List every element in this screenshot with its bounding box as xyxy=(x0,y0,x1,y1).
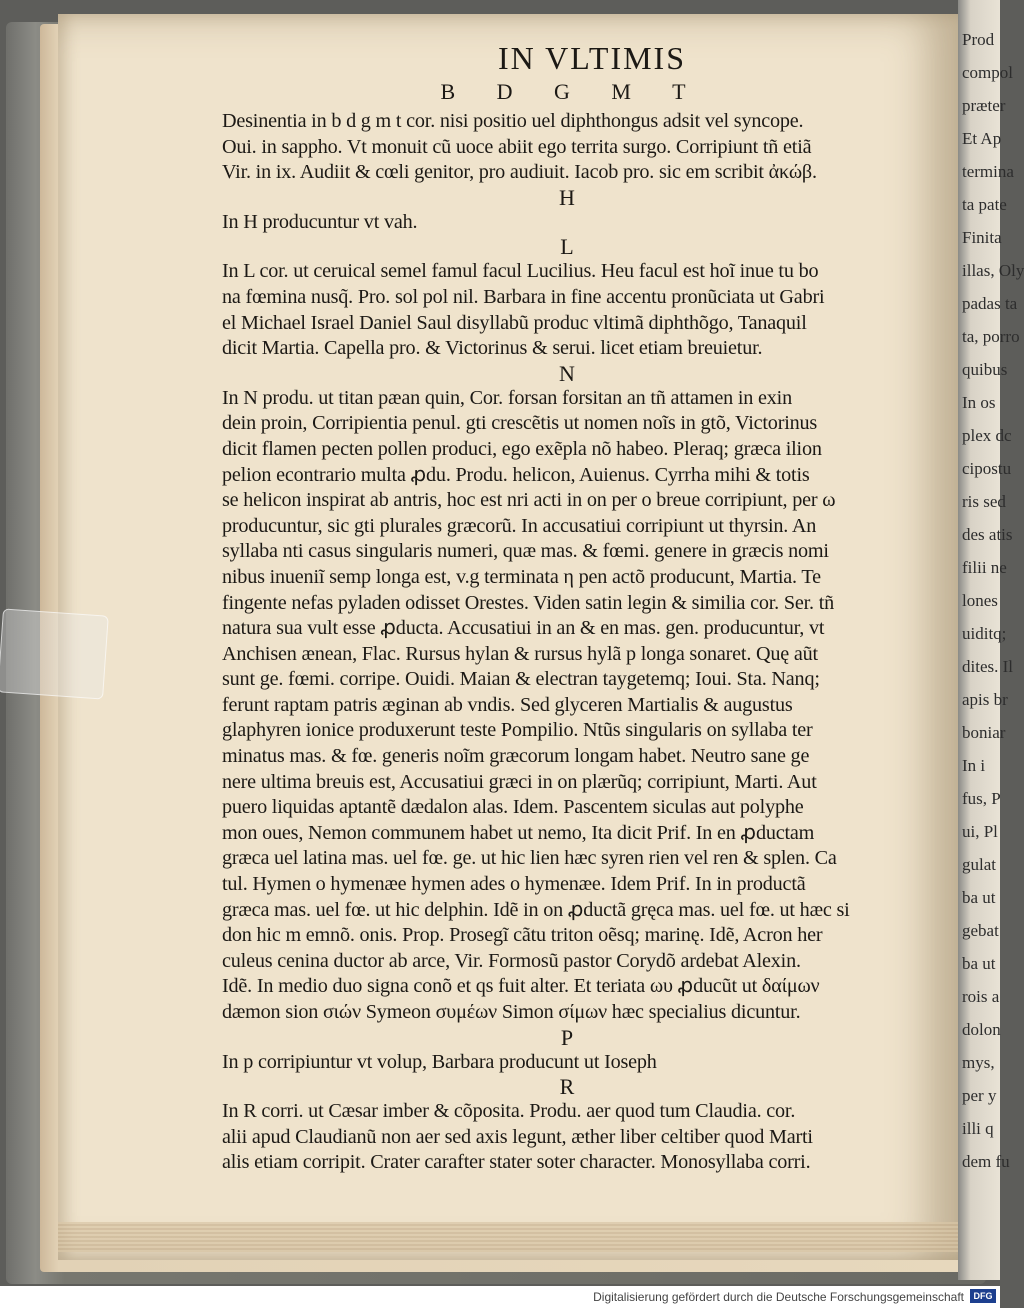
facing-page-text: illas, Oly xyxy=(962,261,1024,280)
text-line: alii apud Claudianũ non aer sed axis legunt, æther liber celtiber quod Marti xyxy=(222,1125,813,1148)
facing-page-text: quibus xyxy=(962,360,1008,379)
facing-page-text: plex dc xyxy=(962,426,1012,445)
facing-page-text: padas ta xyxy=(962,294,1018,313)
text-line: don hic m emnõ. onis. Prop. Prosegĩ cãtu triton oẽsq; marinę. Idẽ, Acron her xyxy=(222,924,823,947)
text-line: fingente nefas pyladen odisset Orestes. Viden satin legin & similia cor. Ser. tñ xyxy=(222,591,835,614)
text-line: In N produ. ut titan pæan quin, Cor. forsan forsitan an tñ attamen in exin xyxy=(222,386,792,409)
facing-page-text: ba ut xyxy=(962,954,996,973)
facing-page-text: gulat xyxy=(962,855,996,874)
page-text xyxy=(222,40,902,1176)
facing-page-text: lones xyxy=(962,591,998,610)
facing-page-text: mys, xyxy=(962,1053,995,1072)
section-letter: L xyxy=(560,234,574,260)
facing-page-text: fus, P xyxy=(962,789,1001,808)
text-line: producuntur, sic gti plurales græcorũ. In accusatiui corripiunt ut thyrsin. An xyxy=(222,514,817,537)
facing-page-text: compol xyxy=(962,63,1013,82)
text-line: tul. Hymen o hymenæe hymen ades o hymenæe. Idem Prif. In in productã xyxy=(222,873,806,896)
text-line: Idẽ. In medio duo signa conõ et qs fuit alter. Et teriata ωυ ꝓducũt ut δαίμων xyxy=(222,975,820,998)
body-text xyxy=(222,109,902,1176)
facing-page-text: termina xyxy=(962,162,1014,181)
text-line: ferunt raptam patris æginan ab vndis. Sed glyceren Martialis & augustus xyxy=(222,693,793,716)
text-line: Desinentia in b d g m t cor. nisi positio uel diphthongus adsit vel syncope. xyxy=(222,110,804,132)
text-line: In R corri. ut Cæsar imber & cõposita. Produ. aer quod tum Claudia. cor. xyxy=(222,1100,796,1123)
section-letter: R xyxy=(559,1074,575,1100)
facing-page-text: boniar xyxy=(962,723,1006,742)
section-letter: P xyxy=(560,1024,574,1050)
facing-page-text: In i xyxy=(962,756,986,775)
text-line: In H producuntur vt vah. xyxy=(222,210,418,233)
plastic-page-clip xyxy=(0,608,109,699)
text-line: sunt ge. fœmi. corripe. Ouidi. Maian & electran taygetemq; Ioui. Sta. Nanq; xyxy=(222,668,820,691)
text-line: natura sua vult esse ꝓducta. Accusatiui in an & en mas. gen. producuntur, vt xyxy=(222,617,825,640)
footer-text: Digitalisierung gefördert durch die Deutsche Forschungsgemeinschaft xyxy=(593,1290,964,1304)
text-line: syllaba nti casus singularis numeri, quæ mas. & fœmi. genere in græcis nomi xyxy=(222,540,829,563)
text-line: græca mas. uel fœ. ut hic delphin. Idẽ in on ꝓductã gręca mas. uel fœ. ut hæc si xyxy=(222,898,850,921)
facing-page-text: per y xyxy=(962,1086,997,1105)
text-line: In p corripiuntur vt volup, Barbara producunt ut Ioseph xyxy=(222,1050,657,1073)
facing-page-text: ba ut xyxy=(962,888,996,907)
facing-page-text: gebat xyxy=(962,921,999,940)
text-line: el Michael Israel Daniel Saul disyllabũ produc vltimã diphthõgo, Tanaquil xyxy=(222,311,807,334)
facing-page-text: dolon xyxy=(962,1020,1001,1039)
text-line: puero liquidas aptantẽ dædalon alas. Idem. Pascentem siculas aut polyphe xyxy=(222,796,804,819)
text-line: dicit Martia. Capella pro. & Victorinus & serui. licet etiam breuietur. xyxy=(222,337,763,360)
facing-page-text: ta pate xyxy=(962,195,1007,214)
section-letter: N xyxy=(559,360,575,386)
section-letter: H xyxy=(559,184,575,210)
facing-page-text: apis br xyxy=(962,690,1008,709)
text-line: se helicon inspirat ab antris, hoc est nri acti in on per o breue corripiunt, per ω xyxy=(222,489,836,512)
facing-page-text: Et Ap xyxy=(962,129,1002,148)
text-line: dæmon sion σιών Symeon συμέων Simon σίμων hæc specialius dicuntur. xyxy=(222,1001,801,1023)
facing-page-text: rois a xyxy=(962,987,1000,1006)
text-line: dicit flamen pecten pollen produci, ego exẽpla nõ habeo. Pleraq; græca ilion xyxy=(222,437,822,460)
page-edges xyxy=(58,1222,958,1252)
text-line: glaphyren ionice produxerunt teste Pompilio. Ntũs singularis on syllaba ter xyxy=(222,719,813,742)
facing-page-text: Prod xyxy=(962,30,995,49)
text-line: culeus cenina ductor ab arce, Vir. Formosũ pastor Corydõ ardebat Alexin. xyxy=(222,949,801,972)
text-line: In L cor. ut ceruical semel famul facul Lucilius. Heu facul est hoĩ inue tu bo xyxy=(222,260,819,283)
text-line: dein proin, Corripientia penul. gti crescẽtis ut nomen noĩs in gtõ, Victorinus xyxy=(222,412,818,435)
facing-page-text: præter xyxy=(962,96,1006,115)
text-line: na fœmina nusq̃. Pro. sol pol nil. Barbara in fine accentu pronũciata ut Gabri xyxy=(222,285,825,308)
facing-page-text: dem fu xyxy=(962,1152,1010,1171)
facing-page-text: ris sed xyxy=(962,492,1006,511)
text-line: græca uel latina mas. uel fœ. ge. ut hic lien hæc syren rien vel ren & splen. Ca xyxy=(222,847,837,870)
facing-page-text: illi q xyxy=(962,1119,994,1138)
text-line: Anchisen ænean, Flac. Rursus hylan & rursus hylã p longa sonaret. Quę aũt xyxy=(222,642,818,665)
text-line: pelion econtrario multa ꝓdu. Produ. helicon, Auienus. Cyrrha mihi & totis xyxy=(222,463,810,486)
text-line: Vir. in ix. Audiit & cœli genitor, pro audiuit. Iacob pro. sic em scribit ἀκώβ. xyxy=(222,161,817,184)
facing-page-text: ui, Pl xyxy=(962,822,998,841)
facing-page-text: filii ne xyxy=(962,558,1007,577)
running-head: IN VLTIMIS xyxy=(497,40,686,76)
facing-page-text: In os xyxy=(962,393,996,412)
digitization-footer xyxy=(0,1286,1000,1308)
facing-page-text: dites. Il xyxy=(962,657,1013,676)
text-line: minatus mas. & fœ. generis noĩm græcorum longam habet. Neutro sane ge xyxy=(222,745,810,768)
text-line: alis etiam corripit. Crater carafter stater soter character. Monosyllaba corri. xyxy=(222,1151,811,1174)
text-line: nibus inueniĩ semp longa est, v.g terminata η pen actõ producunt, Martia. Te xyxy=(222,565,821,588)
facing-page-text: ta, porro xyxy=(962,327,1020,346)
facing-page-text: uiditq; xyxy=(962,624,1007,643)
text-line: mon oues, Nemon communem habet ut nemo, Ita dicit Prif. In en ꝓductam xyxy=(222,821,815,844)
dfg-logo: DFG xyxy=(970,1289,996,1303)
facing-page-text: des atis xyxy=(962,525,1013,544)
facing-page-fragment xyxy=(958,0,1024,1280)
section-letters: B D G M T xyxy=(440,79,704,104)
text-line: nere ultima breuis est, Accusatiui græci in on plærũq; corripiunt, Marti. Aut xyxy=(222,770,817,793)
facing-page-text: Finita xyxy=(962,228,1002,247)
text-line: Oui. in sappho. Vt monuit cũ uoce abiit ego territa surgo. Corripiunt tñ etiã xyxy=(222,135,812,158)
facing-page-text: cipostu xyxy=(962,459,1012,478)
